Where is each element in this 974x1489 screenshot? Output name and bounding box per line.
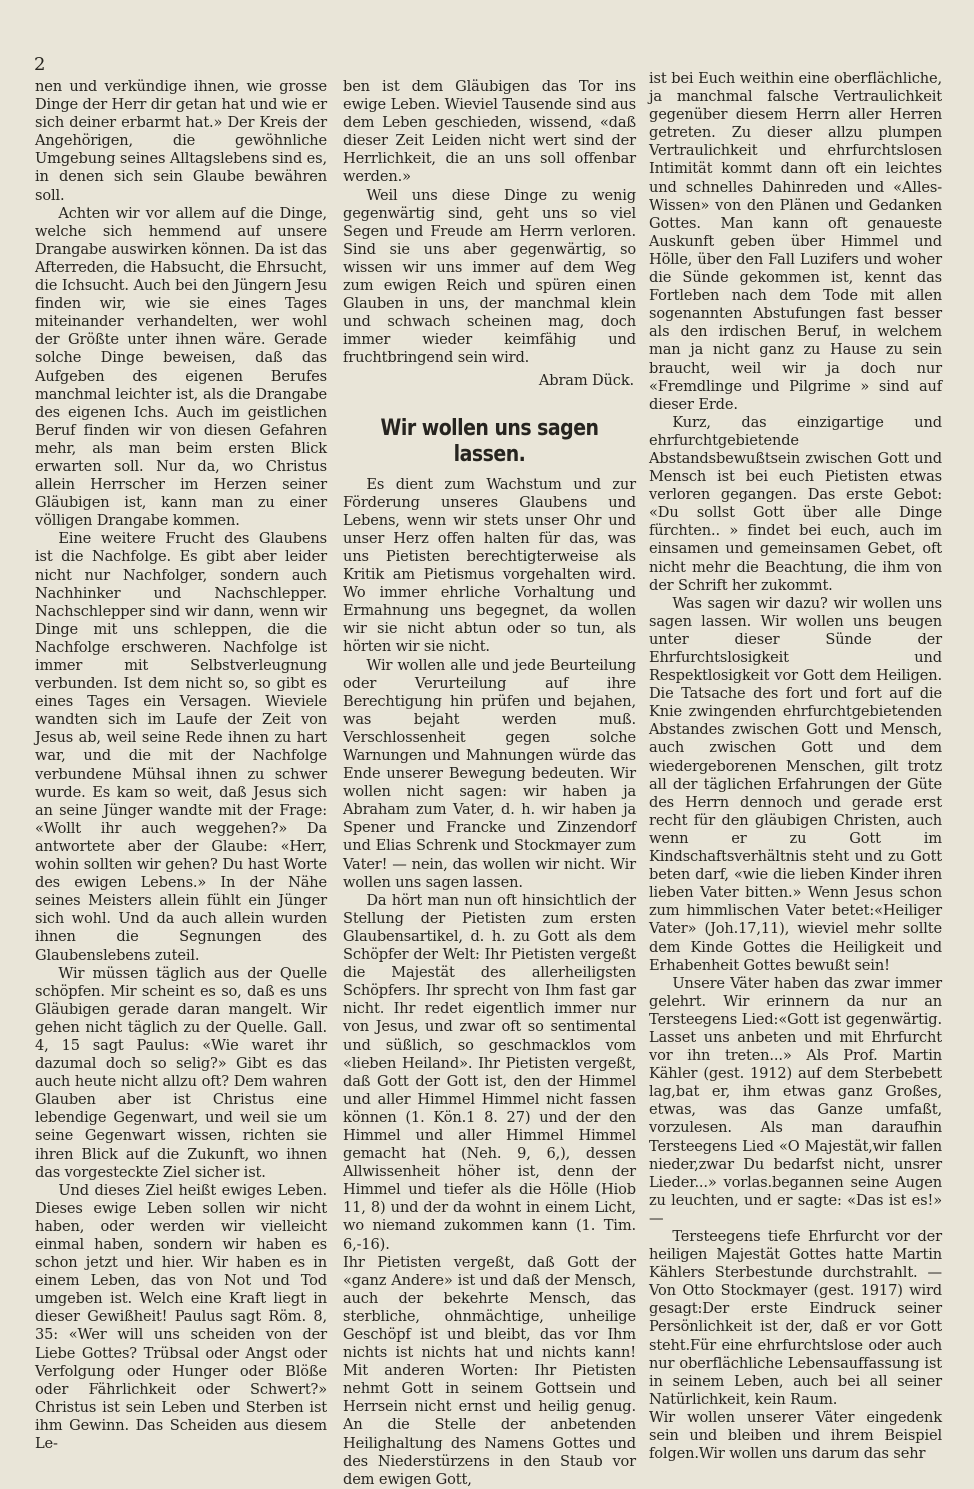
paragraph: Unsere Väter haben das zwar immer gelehrt. Wir erinnern da nur an Tersteegens Lied:«Gott ist gegenwärtig. Lasset uns anbeten und mit Ehrfurcht vor ihn treten...» Als Prof. Martin Kähler (gest. 1912) auf dem Sterbebett lag,bat er, ihm etwas ganz Großes, etwas, was das Ganze umfaßt, vorzulesen. Als man daraufhin Tersteegens Lied «O Majestät,wir fallen nieder,zwar Du bedarfst nicht, unsrer Lieder...» vorlas.begannen seine Augen zu leuchten, und er sagte: «Das ist es!» — (649, 974, 942, 1227)
paragraph: Und dieses Ziel heißt ewiges Leben. Dieses ewige Leben sollen wir nicht haben, oder werden wir vielleicht einmal haben, sondern wir haben es schon jetzt und hier. Wir haben es in einem Leben, das von Not und Tod umgeben ist. Welch eine Kraft liegt in dieser Gewißheit! Paulus sagt Röm. 8, 35: «Wer will uns scheiden von der Liebe Gottes? Trübsal oder Angst oder Verfolgung oder Hunger oder Blöße oder Fährlichkeit oder Schwert?» Christus ist sein Leben und Sterben ist ihm Gewinn. Das Scheiden aus diesem Le- (35, 1181, 327, 1453)
article-body (343, 476, 636, 1489)
paragraph: Ihr Pietisten vergeßt, daß Gott der «ganz Andere» ist und daß der Mensch, auch der bekehrte Mensch, das sterbliche, ohnmächtige, unheilige Geschöpf ist und bleibt, das vor Ihm nichts ist nichts hat und nichts kann! Mit anderen Worten: Ihr Pietisten nehmt Gott in seinem Gottsein und Herrsein nicht ernst und heilig genug. An die Stelle der anbetenden Heilighaltung des Namens Gottes und des Niederstürzens in den Staub vor dem ewigen Gott, (343, 1253, 636, 1488)
paragraph: Kurz, das einzigartige und ehrfurchtgebietende Abstandsbewußtsein zwischen Gott und Mensch ist bei euch Pietisten etwas verloren gegangen. Das erste Gebot: «Du sollst Gott über alle Dinge fürchten.. » findet bei euch, auch im einsamen und gemeinsamen Gebet, oft nicht mehr die Beachtung, die ihm von der Schrift her zukommt. (649, 413, 942, 594)
column-3 (649, 70, 942, 1463)
paragraph: Wir müssen täglich aus der Quelle schöpfen. Mir scheint es so, daß es uns Gläubigen gerade daran mangelt. Wir gehen nicht täglich zu der Quelle. Gall. 4, 15 sagt Paulus: «Wie waret ihr dazumal doch so selig?» Gibt es das auch heute nicht allzu oft? Dem wahren Glauben aber ist Christus eine lebendige Gegenwart, und weil sie um seine Gegenwart wissen, richten sie ihren Blick auf die Zukunft, wo ihnen das vorgesteckte Ziel sicher ist. (35, 964, 327, 1181)
paragraph: Es dient zum Wachstum und zur Förderung unseres Glaubens und Lebens, wenn wir stets unser Ohr und unser Herz offen halten für das, was uns Pietisten berechtigterweise als Kritik am Pietismus vorgehalten wird. Wo immer ehrliche Vorhaltung und Ermahnung uns begegnet, da wollen wir sie nicht abtun oder so tun, als hörten wir sie nicht. (343, 475, 636, 656)
paragraph: Achten wir vor allem auf die Dinge, welche sich hemmend auf unsere Drangabe auswirken können. Da ist das Afterreden, die Habsucht, die Ehrsucht, die Ichsucht. Auch bei den Jüngern Jesu finden wir, wie sie eines Tages miteinander verhandelten, wer wohl der Größte unter ihnen wäre. Gerade solche Dinge beweisen, daß das Aufgeben des eigenen Berufes manchmal leichter ist, als die Drangabe des eigenen Ichs. Auch im geistlichen Beruf finden wir von diesen Gefahren mehr, als man beim ersten Blick erwarten soll. Nur da, wo Christus allein Herrscher im Herzen seiner Gläubigen ist, kann man zu einer völligen Drangabe kommen. (35, 204, 327, 530)
paragraph: Da hört man nun oft hinsichtlich der Stellung der Pietisten zum ersten Glaubensartikel, d. h. zu Gott als dem Schöpfer der Welt: Ihr Pietisten vergeßt die Majestät des allerheiligsten Schöpfers. Ihr sprecht von Ihm fast gar nicht. Ihr redet eigentlich immer nur von Jesus, und zwar oft so sentimental und süßlich, so geschmacklos vom «lieben Heiland». Ihr Pietisten vergeßt, daß Gott der Gott ist, den der Himmel und aller Himmel Himmel nicht fassen können (1. Kön.1 8. 27) und der den Himmel und aller Himmel Himmel gemacht hat (Neh. 9, 6,), dessen Allwissenheit höher ist, denn der Himmel und tiefer als die Hölle (Hiob 11, 8) und der da wohnt in einem Licht, wo niemand zukommen kann (1. Tim. 6,-16). (343, 891, 636, 1253)
paragraph: Was sagen wir dazu? wir wollen uns sagen lassen. Wir wollen uns beugen unter dieser Sünde der Ehrfurchtslosigkeit und Respektlosigkeit vor Gott dem Heiligen. Die Tatsache des fort und fort auf die Knie zwingenden ehrfurchtgebietenden Abstandes zwischen Gott und Mensch, auch zwischen Gott und dem wiedergeborenen Menschen, gilt trotz all der täglichen Erfahrungen der Güte des Herrn dennoch und gerade erst recht für den gläubigen Christen, auch wenn er zu Gott im Kindschaftsverhältnis steht und zu Gott beten darf, «wie die lieben Kinder ihren lieben Vater bitten.» Wenn Jesus schon zum himmlischen Vater betet:«Heiliger Vater» (Joh.17,11), wieviel mehr sollte dem Kinde Gottes die Heiligkeit und Erhabenheit Gottes bewußt sein! (649, 594, 942, 974)
paragraph: Wir wollen alle und jede Beurteilung oder Verurteilung auf ihre Berechtigung hin prüfen und bejahen, was bejaht werden muß. Verschlossenheit gegen solche Warnungen und Mahnungen würde das Ende unserer Bewegung bedeuten. Wir wollen nicht sagen: wir haben ja Abraham zum Vater, d. h. wir haben ja Spener und Francke und Zinzendorf und Elias Schrenk und Stockmayer zum Vater! — nein, das wollen wir nicht. Wir wollen uns sagen lassen. (343, 656, 636, 891)
column-2 (343, 78, 636, 1489)
paragraph: ist bei Euch weithin eine oberflächliche, ja manchmal falsche Vertraulichkeit gegenüber diesem Herrn aller Herren getreten. Zu dieser allzu plumpen Vertraulichkeit und ehrfurchtslosen Intimität kommt dann oft ein leichtes und schnelles Dahinreden und «Alles-Wissen» von den Plänen und Gedanken Gottes. Man kann oft genaueste Auskunft geben über Himmel und Hölle, über den Fall Luzifers und woher die Sünde gekommen ist, kennt das Fortleben nach dem Tode mit allen sogenannten Abstufungen fast besser als den irdischen Beruf, in welchem man ja nicht ganz zu Hause zu sein braucht, weil wir ja doch nur «Fremdlinge und Pilgrime » sind auf dieser Erde. (649, 70, 942, 413)
paragraph: Wir wollen unserer Väter eingedenk sein und bleiben und ihrem Beispiel folgen.Wir wollen uns darum das sehr (649, 1408, 942, 1463)
page-number: 2 (34, 54, 46, 75)
column-2-continuation (343, 78, 636, 368)
author-signature: Abram Dück. (538, 371, 634, 389)
column-1 (35, 78, 327, 1453)
paragraph: Eine weitere Frucht des Glaubens ist die Nachfolge. Es gibt aber leider nicht nur Nachfolger, sondern auch Nachhinker und Nachschlepper. Nachschlepper sind wir dann, wenn wir Dinge mit uns schleppen, die die Nachfolge erschweren. Nachfolge ist immer mit Selbstverleugnung verbunden. Ist dem nicht so, so gibt es eines Tages ein Versagen. Wieviele wandten sich im Laufe der Zeit von Jesus ab, weil seine Rede ihnen zu hart war, und die mit der Nachfolge verbundene Mühsal ihnen zu schwer wurde. Es kam so weit, daß Jesus sich an seine Jünger wandte mit der Frage: «Wollt ihr auch weggehen?» Da antwortete aber der Glaube: «Herr, wohin sollten wir gehen? Du hast Worte des ewigen Lebens.» In der Nähe seines Meisters allein fühlt ein Jünger sich wohl. Und da auch allein wurden ihnen die Segnungen des Glaubenslebens zuteil. (35, 530, 327, 964)
paragraph: Weil uns diese Dinge zu wenig gegenwärtig sind, geht uns so viel Segen und Freude am Herrn verloren. Sind sie uns aber gegenwärtig, so wissen wir uns immer auf dem Weg zum ewigen Reich und spüren einen Glauben in uns, der manchmal klein und schwach scheinen mag, doch immer wieder keimfähig und fruchtbringend sein wird. (343, 186, 636, 367)
article-heading: Wir wollen uns sagen lassen. (380, 415, 599, 467)
paragraph: Tersteegens tiefe Ehrfurcht vor der heiligen Majestät Gottes hatte Martin Kählers Sterbestunde durchstrahlt. —Von Otto Stockmayer (gest. 1917) wird gesagt:Der erste Eindruck seiner Persönlichkeit ist der, daß er vor Gott steht.Für eine ehrfurchtslose oder auch nur oberflächliche Lebensauffassung ist in seinem Leben, auch bei all seiner Natürlichkeit, kein Raum. (649, 1228, 942, 1408)
paragraph: ben ist dem Gläubigen das Tor ins ewige Leben. Wieviel Tausende sind aus dem Leben geschieden, wissend, «daß dieser Zeit Leiden nicht wert sind der Herrlichkeit, die an uns soll offenbar werden.» (343, 78, 636, 186)
paragraph: nen und verkündige ihnen, wie grosse Dinge der Herr dir getan hat und wie er sich deiner erbarmt hat.» Der Kreis der Angehörigen, die gewöhnliche Umgebung seines Alltagslebens sind es, in denen sich sein Glaube bewähren soll. (35, 78, 327, 204)
